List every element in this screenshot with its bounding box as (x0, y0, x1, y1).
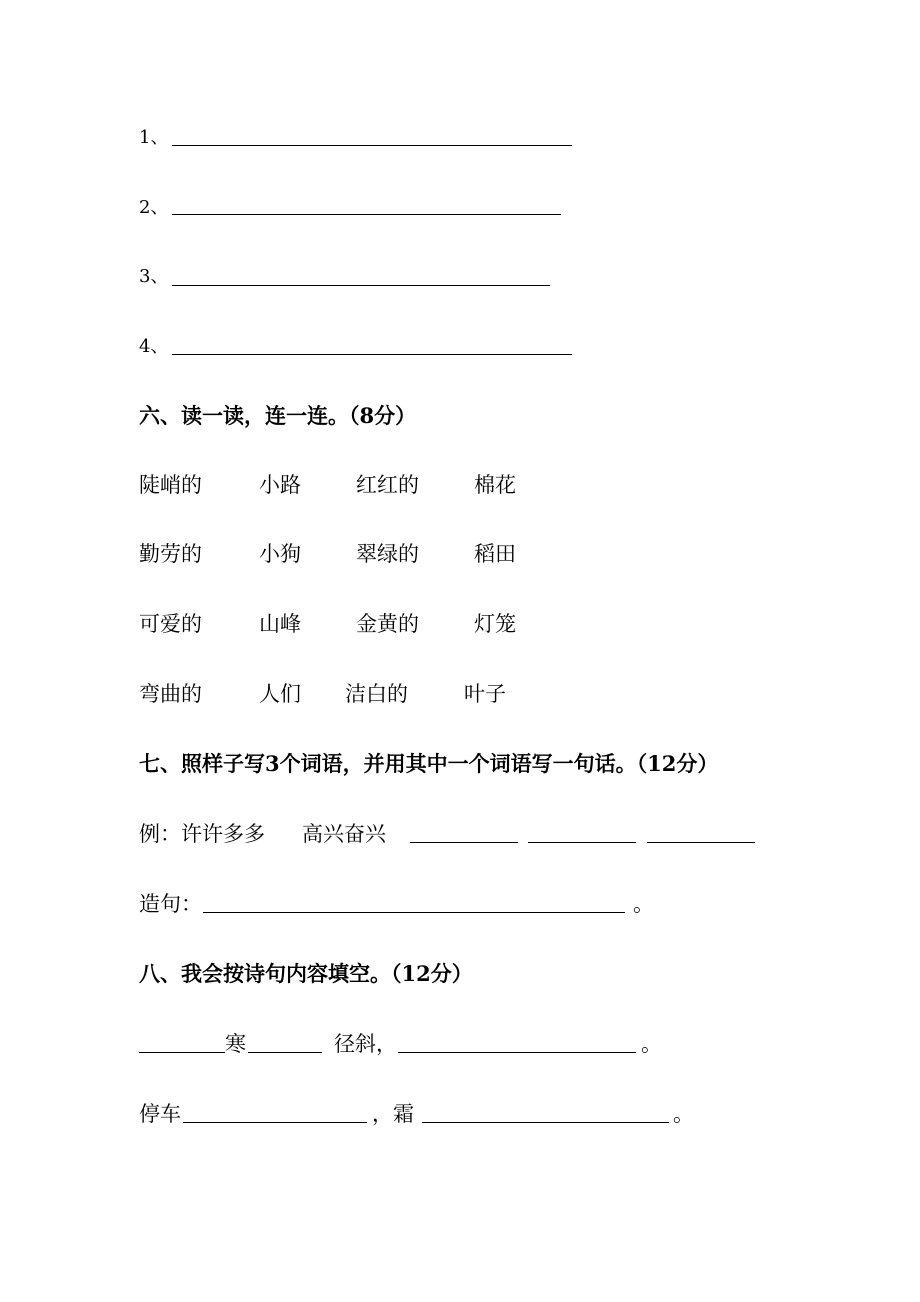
word-blank-2[interactable] (528, 842, 636, 843)
poem-text: 停车 (139, 1102, 181, 1126)
answer-blank[interactable] (172, 145, 572, 146)
answer-line-number: 1、 (139, 127, 169, 148)
section-8-title: 八、我会按诗句内容填空。（12分） (139, 961, 473, 986)
word-item[interactable]: 金黄的 (356, 612, 419, 636)
poem-blank[interactable] (139, 1052, 225, 1053)
word-blank-3[interactable] (647, 842, 755, 843)
word-item[interactable]: 可爱的 (139, 612, 202, 636)
poem-text: ，霜 (372, 1102, 414, 1126)
poem-text: 径斜， (334, 1032, 397, 1056)
sentence-end-mark: 。 (633, 892, 654, 916)
word-item[interactable]: 翠绿的 (356, 542, 419, 566)
word-item[interactable]: 稻田 (474, 542, 516, 566)
poem-blank[interactable] (398, 1052, 636, 1053)
sentence-blank[interactable] (203, 912, 625, 913)
section-7-title: 七、照样子写3个词语，并用其中一个词语写一句话。（12分） (139, 751, 719, 776)
word-item[interactable]: 陡峭的 (139, 473, 202, 497)
poem-end-mark: 。 (641, 1032, 662, 1056)
example-label: 例：许许多多 (139, 822, 265, 846)
sentence-label: 造句： (139, 892, 202, 916)
word-item[interactable]: 小狗 (259, 542, 301, 566)
word-item[interactable]: 红红的 (356, 473, 419, 497)
answer-line-number: 4、 (139, 336, 169, 357)
word-item[interactable]: 洁白的 (345, 682, 408, 706)
word-item[interactable]: 勤劳的 (139, 542, 202, 566)
word-item[interactable]: 叶子 (464, 682, 506, 706)
poem-blank[interactable] (183, 1122, 367, 1123)
word-item[interactable]: 小路 (259, 473, 301, 497)
answer-line-number: 2、 (139, 197, 169, 218)
word-item[interactable]: 灯笼 (474, 612, 516, 636)
answer-blank[interactable] (172, 354, 572, 355)
word-item[interactable]: 棉花 (474, 473, 516, 497)
word-item[interactable]: 山峰 (259, 612, 301, 636)
poem-end-mark: 。 (673, 1102, 694, 1126)
answer-line-number: 3、 (139, 266, 169, 287)
word-blank-1[interactable] (410, 842, 518, 843)
example-word: 高兴奋兴 (302, 822, 386, 846)
word-item[interactable]: 弯曲的 (139, 682, 202, 706)
answer-blank[interactable] (172, 285, 550, 286)
answer-blank[interactable] (172, 214, 561, 215)
poem-text: 寒 (225, 1032, 246, 1056)
poem-blank[interactable] (422, 1122, 669, 1123)
word-item[interactable]: 人们 (259, 682, 301, 706)
section-6-title: 六、读一读，连一连。（8分） (139, 403, 417, 428)
poem-blank[interactable] (248, 1052, 322, 1053)
